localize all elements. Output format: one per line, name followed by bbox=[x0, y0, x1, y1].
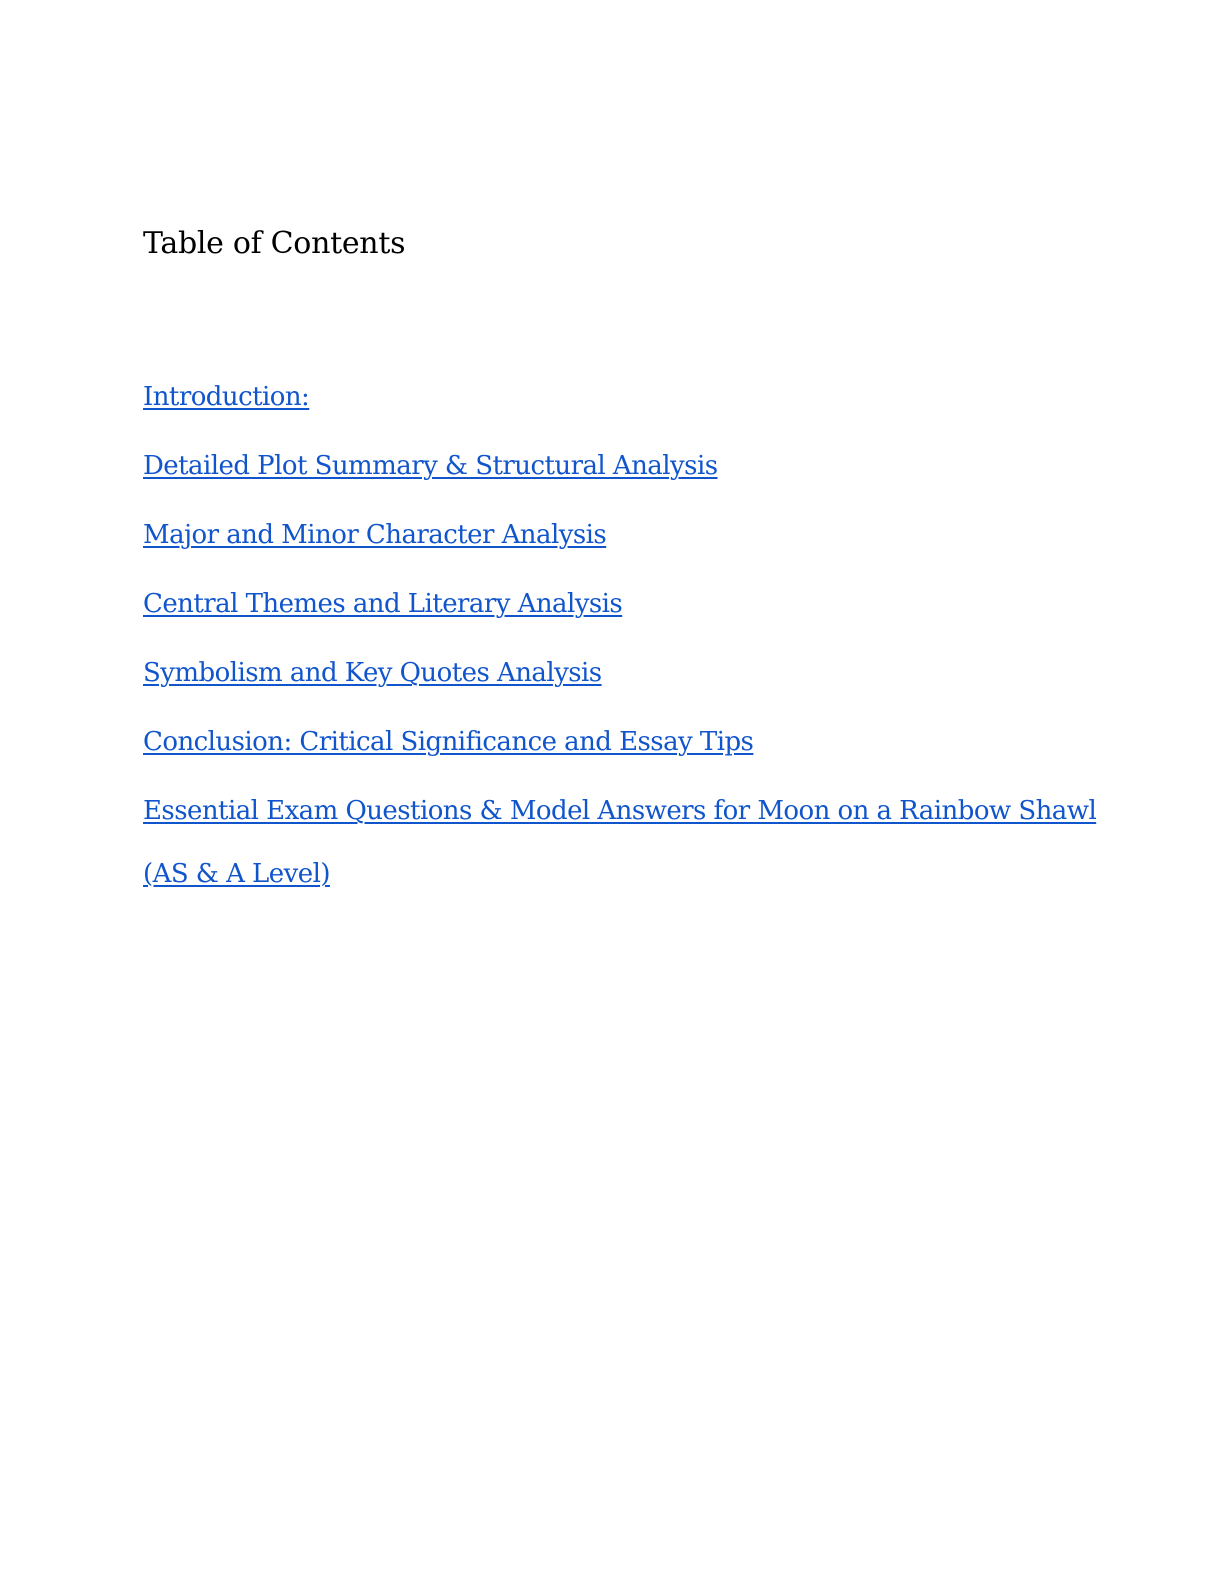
toc-link-character-analysis[interactable]: Major and Minor Character Analysis bbox=[143, 520, 607, 550]
toc-link-introduction[interactable]: Introduction: bbox=[143, 382, 310, 412]
toc-heading: Table of Contents bbox=[143, 226, 406, 261]
toc-link-symbolism[interactable]: Symbolism and Key Quotes Analysis bbox=[143, 658, 602, 688]
toc-link-themes[interactable]: Central Themes and Literary Analysis bbox=[143, 589, 623, 619]
toc-link-conclusion[interactable]: Conclusion: Critical Significance and Essay Tips bbox=[143, 727, 754, 757]
toc-link-plot-summary[interactable]: Detailed Plot Summary & Structural Analysis bbox=[143, 451, 718, 481]
toc-link-exam-questions[interactable]: Essential Exam Questions & Model Answers for Moon on a Rainbow Shawl (AS & A Level) bbox=[143, 796, 1097, 889]
